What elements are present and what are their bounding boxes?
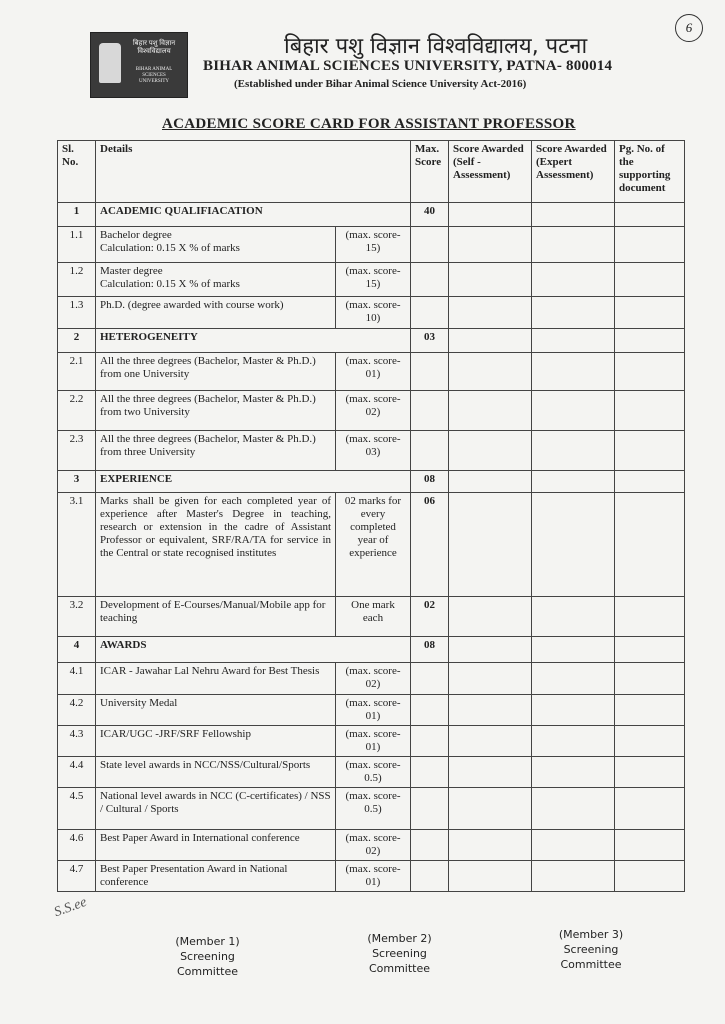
table-row: 2 HETEROGENEITY 03 [58,329,685,353]
score-expert-cell[interactable] [532,391,615,431]
signature-member-3: (Member 3) Screening Committee [558,928,624,971]
page-ref-cell[interactable] [615,493,685,597]
table-row: 3.1 Marks shall be given for each completed year of experience after Master's Degree in teaching, research or extension in the cadre of Assistant Professor or equivalent, SRF/RA/TA for service in the Central or state recognised institutes 02 marks for every completed year of experience 06 [58,493,685,597]
table-row: 4.7 Best Paper Presentation Award in National conference (max. score-01) [58,861,685,892]
score-self-cell[interactable] [449,726,532,757]
page-ref-cell[interactable] [615,431,685,471]
header-hindi: बिहार पशु विज्ञान विश्वविद्यालय, पटना [284,34,588,59]
university-logo [90,32,188,98]
table-row: 4 AWARDS 08 [58,637,685,663]
table-row: 2.2 All the three degrees (Bachelor, Master & Ph.D.) from two University (max. score-02) [58,391,685,431]
table-row: 4.5 National level awards in NCC (C-certificates) / NSS / Cultural / Sports (max. score-0.5) [58,788,685,830]
score-expert-cell[interactable] [532,726,615,757]
header-row [58,141,685,203]
signature-member-2: (Member 2) Screening Committee [367,932,432,975]
page-ref-cell[interactable] [615,597,685,637]
score-self-cell[interactable] [449,471,532,493]
table-row: 2.3 All the three degrees (Bachelor, Master & Ph.D.) from three University (max. score-03) [58,431,685,471]
table-row: 1.2 Master degree Calculation: 0.15 X % of marks (max. score-15) [58,263,685,297]
page-ref-cell[interactable] [615,757,685,788]
table-row: 4.3 ICAR/UGC -JRF/SRF Fellowship (max. score-01) [58,726,685,757]
page-ref-cell[interactable] [615,471,685,493]
page-ref-cell[interactable] [615,788,685,830]
score-self-cell[interactable] [449,263,532,297]
score-self-cell[interactable] [449,830,532,861]
score-expert-cell[interactable] [532,597,615,637]
col-expert-assessment: Score Awarded (Expert Assessment) [532,141,615,203]
score-self-cell[interactable] [449,353,532,391]
emblem-icon [99,43,121,83]
signature-member-1: (Member 1) Screening Committee [175,935,240,978]
table-row: 4.1 ICAR - Jawahar Lal Nehru Award for Best Thesis (max. score- 02) [58,663,685,695]
score-self-cell[interactable] [449,788,532,830]
score-expert-cell[interactable] [532,695,615,726]
score-expert-cell[interactable] [532,861,615,892]
score-self-cell[interactable] [449,637,532,663]
score-self-cell[interactable] [449,597,532,637]
table-row: 4.2 University Medal (max. score-01) [58,695,685,726]
score-self-cell[interactable] [449,431,532,471]
score-expert-cell[interactable] [532,227,615,263]
document-title: ACADEMIC SCORE CARD FOR ASSISTANT PROFESSOR [162,116,576,132]
page-ref-cell[interactable] [615,637,685,663]
score-self-cell[interactable] [449,329,532,353]
score-self-cell[interactable] [449,861,532,892]
score-expert-cell[interactable] [532,353,615,391]
table-row: 4.4 State level awards in NCC/NSS/Cultural/Sports (max. score-0.5) [58,757,685,788]
table-row: 4.6 Best Paper Award in International conference (max. score-02) [58,830,685,861]
score-expert-cell[interactable] [532,471,615,493]
col-self-assessment: Score Awarded (Self - Assessment) [449,141,532,203]
page-ref-cell[interactable] [615,391,685,431]
page-ref-cell[interactable] [615,726,685,757]
table-row: 3 EXPERIENCE 08 [58,471,685,493]
score-self-cell[interactable] [449,663,532,695]
col-details: Details [96,141,411,203]
logo-text-hindi: बिहार पशु विज्ञान विश्वविद्यालय [132,39,176,55]
score-expert-cell[interactable] [532,203,615,227]
page-ref-cell[interactable] [615,353,685,391]
page-ref-cell[interactable] [615,695,685,726]
score-expert-cell[interactable] [532,493,615,597]
page-ref-cell[interactable] [615,830,685,861]
page-number: 6 [675,14,703,42]
page-ref-cell[interactable] [615,297,685,329]
header-english: BIHAR ANIMAL SCIENCES UNIVERSITY, PATNA- 800014 [203,58,613,74]
page-ref-cell[interactable] [615,227,685,263]
page-ref-cell[interactable] [615,329,685,353]
score-expert-cell[interactable] [532,329,615,353]
col-max-score: Max. Score [411,141,449,203]
score-self-cell[interactable] [449,297,532,329]
page-ref-cell[interactable] [615,861,685,892]
table-row: 2.1 All the three degrees (Bachelor, Master & Ph.D.) from one University (max. score-01) [58,353,685,391]
score-expert-cell[interactable] [532,788,615,830]
score-expert-cell[interactable] [532,637,615,663]
table-row: 3.2 Development of E-Courses/Manual/Mobile app for teaching One mark each 02 [58,597,685,637]
score-expert-cell[interactable] [532,297,615,329]
score-expert-cell[interactable] [532,830,615,861]
logo-text-english: BIHAR ANIMAL SCIENCES UNIVERSITY [135,67,173,84]
score-expert-cell[interactable] [532,431,615,471]
score-self-cell[interactable] [449,391,532,431]
col-page-number: Pg. No. of the supporting document [615,141,685,203]
score-self-cell[interactable] [449,757,532,788]
handwritten-initials: S.S.ee [52,894,89,921]
col-sl: Sl. No. [58,141,96,203]
score-expert-cell[interactable] [532,263,615,297]
score-expert-cell[interactable] [532,757,615,788]
score-expert-cell[interactable] [532,663,615,695]
table-row: 1.3 Ph.D. (degree awarded with course work) (max. score-10) [58,297,685,329]
page-ref-cell[interactable] [615,263,685,297]
score-self-cell[interactable] [449,695,532,726]
score-self-cell[interactable] [449,493,532,597]
table-row: 1 ACADEMIC QUALIFIACATION 40 [58,203,685,227]
header-established: (Established under Bihar Animal Science University Act-2016) [234,78,527,90]
score-self-cell[interactable] [449,203,532,227]
page-ref-cell[interactable] [615,663,685,695]
page-ref-cell[interactable] [615,203,685,227]
table-row: 1.1 Bachelor degree Calculation: 0.15 X % of marks (max. score-15) [58,227,685,263]
score-card-table [57,140,685,892]
score-self-cell[interactable] [449,227,532,263]
